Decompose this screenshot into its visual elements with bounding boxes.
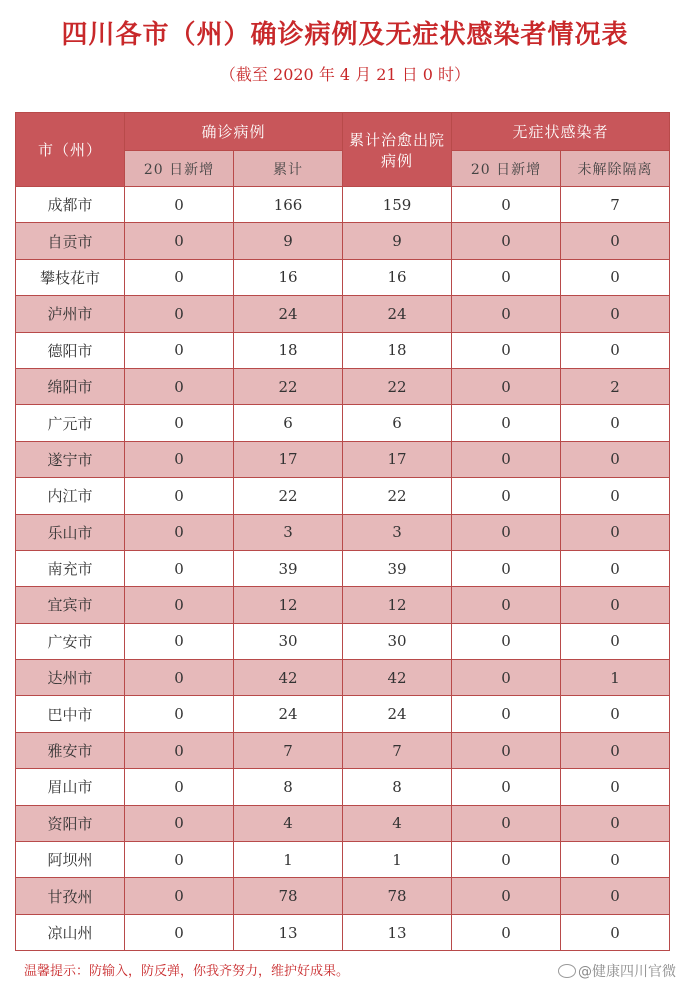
- table-row: [16, 550, 670, 586]
- cell-cured: 42: [343, 660, 452, 696]
- cell-new-asymptomatic: 0: [452, 405, 561, 441]
- cell-cured: 24: [343, 296, 452, 332]
- cell-city: 攀枝花市: [16, 259, 125, 295]
- cell-cured: 78: [343, 878, 452, 914]
- header-cured: 累计治愈出院病例: [343, 113, 452, 187]
- cell-city: 广元市: [16, 405, 125, 441]
- cell-unreleased: 2: [561, 368, 670, 404]
- cell-new-confirmed: 0: [125, 732, 234, 768]
- page-title: 四川各市（州）确诊病例及无症状感染者情况表: [61, 20, 629, 50]
- cell-total-confirmed: 16: [234, 259, 343, 295]
- cell-new-confirmed: 0: [125, 623, 234, 659]
- cell-city: 资阳市: [16, 805, 125, 841]
- cell-city: 南充市: [16, 550, 125, 586]
- statistics-table: [15, 112, 670, 951]
- cell-total-confirmed: 8: [234, 769, 343, 805]
- cell-new-asymptomatic: 0: [452, 878, 561, 914]
- header-unreleased: 未解除隔离: [561, 151, 670, 187]
- cell-new-confirmed: 0: [125, 842, 234, 878]
- cell-cured: 22: [343, 478, 452, 514]
- cell-total-confirmed: 24: [234, 696, 343, 732]
- cell-total-confirmed: 39: [234, 550, 343, 586]
- table-row: [16, 405, 670, 441]
- cell-cured: 4: [343, 805, 452, 841]
- cell-new-confirmed: 0: [125, 259, 234, 295]
- cell-unreleased: 0: [561, 332, 670, 368]
- cell-unreleased: 0: [561, 405, 670, 441]
- cell-total-confirmed: 1: [234, 842, 343, 878]
- cell-new-confirmed: 0: [125, 478, 234, 514]
- cell-total-confirmed: 24: [234, 296, 343, 332]
- cell-new-asymptomatic: 0: [452, 732, 561, 768]
- cell-new-confirmed: 0: [125, 878, 234, 914]
- cell-new-asymptomatic: 0: [452, 478, 561, 514]
- cell-unreleased: 0: [561, 550, 670, 586]
- cell-new-asymptomatic: 0: [452, 296, 561, 332]
- table-row: [16, 805, 670, 841]
- cell-total-confirmed: 166: [234, 187, 343, 223]
- cell-city: 绵阳市: [16, 368, 125, 404]
- cell-city: 巴中市: [16, 696, 125, 732]
- cell-total-confirmed: 17: [234, 441, 343, 477]
- cell-city: 宜宾市: [16, 587, 125, 623]
- table-row: [16, 223, 670, 259]
- cell-city: 泸州市: [16, 296, 125, 332]
- table-row: [16, 296, 670, 332]
- cell-new-asymptomatic: 0: [452, 223, 561, 259]
- cell-cured: 8: [343, 769, 452, 805]
- cell-total-confirmed: 78: [234, 878, 343, 914]
- header-new-confirmed: 20 日新增: [125, 151, 234, 187]
- header-total-confirmed: 累计: [234, 151, 343, 187]
- page-subtitle: （截至 2020 年 4 月 21 日 0 时）: [219, 65, 471, 84]
- table-row: [16, 769, 670, 805]
- cell-city: 达州市: [16, 660, 125, 696]
- table-row: [16, 623, 670, 659]
- cell-unreleased: 0: [561, 914, 670, 950]
- cell-new-asymptomatic: 0: [452, 842, 561, 878]
- cell-new-asymptomatic: 0: [452, 441, 561, 477]
- table-row: [16, 332, 670, 368]
- cell-new-asymptomatic: 0: [452, 368, 561, 404]
- cell-total-confirmed: 18: [234, 332, 343, 368]
- cell-unreleased: 0: [561, 842, 670, 878]
- cell-unreleased: 0: [561, 878, 670, 914]
- cell-city: 成都市: [16, 187, 125, 223]
- table-row: [16, 478, 670, 514]
- cell-cured: 24: [343, 696, 452, 732]
- cell-new-asymptomatic: 0: [452, 696, 561, 732]
- table-row: [16, 587, 670, 623]
- table-row: [16, 514, 670, 550]
- table-body: [16, 187, 670, 951]
- cell-total-confirmed: 12: [234, 587, 343, 623]
- cell-new-confirmed: 0: [125, 187, 234, 223]
- cell-total-confirmed: 13: [234, 914, 343, 950]
- cell-new-asymptomatic: 0: [452, 769, 561, 805]
- cell-unreleased: 0: [561, 514, 670, 550]
- cell-new-asymptomatic: 0: [452, 914, 561, 950]
- cell-new-asymptomatic: 0: [452, 805, 561, 841]
- cell-new-confirmed: 0: [125, 805, 234, 841]
- table-row: [16, 187, 670, 223]
- weibo-icon: [558, 964, 576, 978]
- cell-unreleased: 1: [561, 660, 670, 696]
- cell-unreleased: 0: [561, 587, 670, 623]
- cell-total-confirmed: 4: [234, 805, 343, 841]
- cell-new-confirmed: 0: [125, 550, 234, 586]
- table-row: [16, 696, 670, 732]
- cell-total-confirmed: 3: [234, 514, 343, 550]
- cell-total-confirmed: 9: [234, 223, 343, 259]
- watermark: [558, 961, 676, 981]
- cell-new-asymptomatic: 0: [452, 660, 561, 696]
- cell-total-confirmed: 22: [234, 478, 343, 514]
- cell-new-confirmed: 0: [125, 368, 234, 404]
- cell-cured: 22: [343, 368, 452, 404]
- cell-new-confirmed: 0: [125, 332, 234, 368]
- cell-new-confirmed: 0: [125, 223, 234, 259]
- table-row: [16, 914, 670, 950]
- cell-unreleased: 0: [561, 623, 670, 659]
- cell-new-confirmed: 0: [125, 587, 234, 623]
- cell-new-confirmed: 0: [125, 514, 234, 550]
- cell-total-confirmed: 30: [234, 623, 343, 659]
- cell-cured: 16: [343, 259, 452, 295]
- cell-city: 德阳市: [16, 332, 125, 368]
- cell-city: 自贡市: [16, 223, 125, 259]
- cell-new-asymptomatic: 0: [452, 259, 561, 295]
- cell-new-confirmed: 0: [125, 441, 234, 477]
- cell-unreleased: 0: [561, 441, 670, 477]
- table-row: [16, 259, 670, 295]
- cell-new-asymptomatic: 0: [452, 623, 561, 659]
- cell-cured: 6: [343, 405, 452, 441]
- table-row: [16, 368, 670, 404]
- cell-city: 甘孜州: [16, 878, 125, 914]
- cell-new-confirmed: 0: [125, 296, 234, 332]
- cell-new-asymptomatic: 0: [452, 550, 561, 586]
- cell-new-asymptomatic: 0: [452, 514, 561, 550]
- cell-cured: 17: [343, 441, 452, 477]
- header-row: [16, 113, 670, 151]
- table-row: [16, 842, 670, 878]
- cell-cured: 18: [343, 332, 452, 368]
- cell-city: 凉山州: [16, 914, 125, 950]
- cell-city: 雅安市: [16, 732, 125, 768]
- cell-new-confirmed: 0: [125, 696, 234, 732]
- cell-unreleased: 0: [561, 296, 670, 332]
- cell-total-confirmed: 6: [234, 405, 343, 441]
- cell-total-confirmed: 7: [234, 732, 343, 768]
- cell-cured: 3: [343, 514, 452, 550]
- header-confirmed: 确诊病例: [125, 113, 343, 151]
- cell-cured: 39: [343, 550, 452, 586]
- header-asymptomatic: 无症状感染者: [452, 113, 670, 151]
- cell-unreleased: 0: [561, 223, 670, 259]
- cell-unreleased: 7: [561, 187, 670, 223]
- cell-new-asymptomatic: 0: [452, 332, 561, 368]
- cell-city: 眉山市: [16, 769, 125, 805]
- cell-city: 广安市: [16, 623, 125, 659]
- header-city: 市（州）: [16, 113, 125, 187]
- table-row: [16, 732, 670, 768]
- table-row: [16, 878, 670, 914]
- table-row: [16, 660, 670, 696]
- cell-cured: 7: [343, 732, 452, 768]
- cell-total-confirmed: 22: [234, 368, 343, 404]
- cell-unreleased: 0: [561, 805, 670, 841]
- cell-unreleased: 0: [561, 696, 670, 732]
- watermark-text: @健康四川官微: [578, 964, 676, 980]
- cell-new-asymptomatic: 0: [452, 187, 561, 223]
- cell-city: 阿坝州: [16, 842, 125, 878]
- cell-total-confirmed: 42: [234, 660, 343, 696]
- cell-city: 乐山市: [16, 514, 125, 550]
- cell-cured: 30: [343, 623, 452, 659]
- cell-cured: 1: [343, 842, 452, 878]
- cell-unreleased: 0: [561, 732, 670, 768]
- cell-new-asymptomatic: 0: [452, 587, 561, 623]
- cell-city: 遂宁市: [16, 441, 125, 477]
- cell-city: 内江市: [16, 478, 125, 514]
- cell-cured: 159: [343, 187, 452, 223]
- cell-unreleased: 0: [561, 259, 670, 295]
- cell-unreleased: 0: [561, 478, 670, 514]
- cell-new-confirmed: 0: [125, 914, 234, 950]
- header-new-asymptomatic: 20 日新增: [452, 151, 561, 187]
- cell-new-confirmed: 0: [125, 769, 234, 805]
- cell-cured: 9: [343, 223, 452, 259]
- table-row: [16, 441, 670, 477]
- cell-unreleased: 0: [561, 769, 670, 805]
- cell-cured: 12: [343, 587, 452, 623]
- footer-tip: 温馨提示：防输入，防反弹，你我齐努力，维护好成果。: [24, 964, 350, 979]
- cell-cured: 13: [343, 914, 452, 950]
- cell-new-confirmed: 0: [125, 405, 234, 441]
- cell-new-confirmed: 0: [125, 660, 234, 696]
